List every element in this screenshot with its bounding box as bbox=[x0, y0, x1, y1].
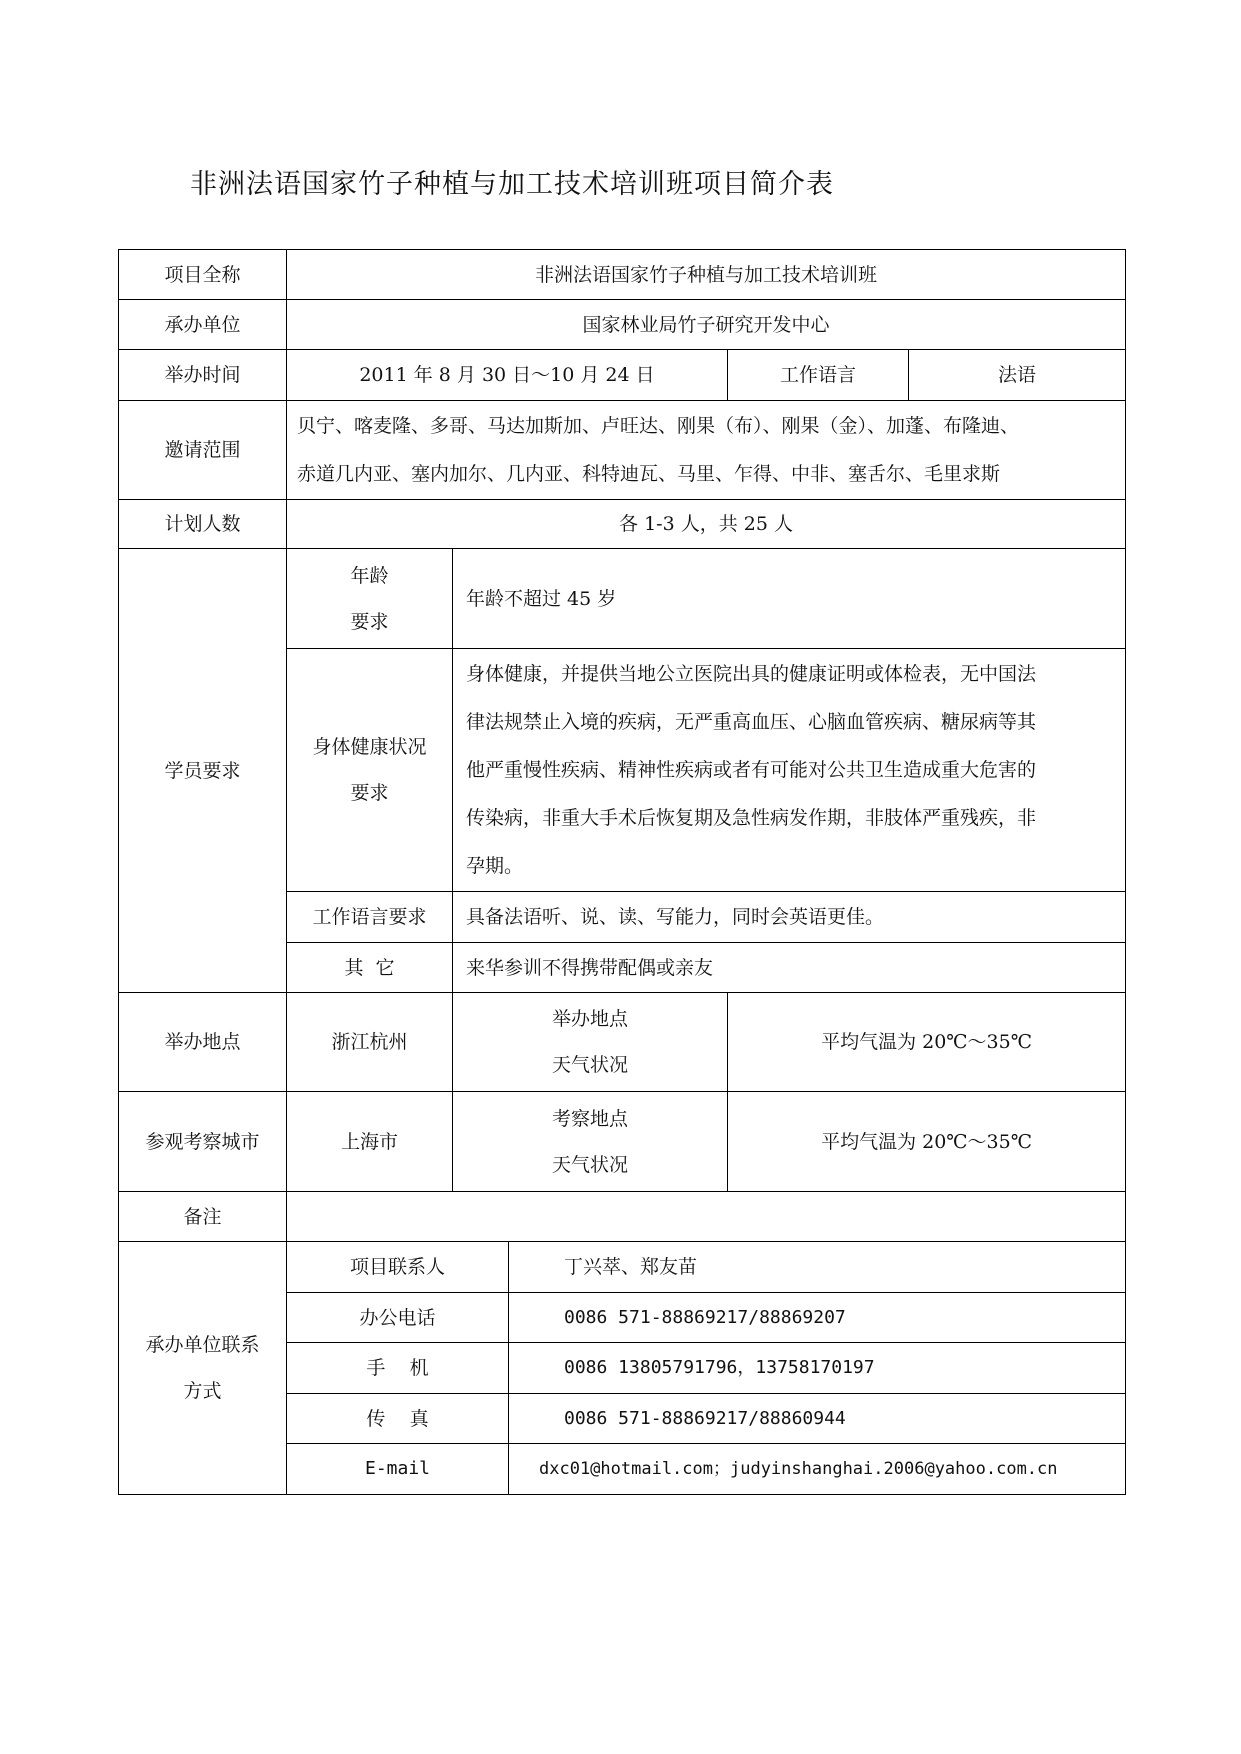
plan-value: 各 1-3 人，共 25 人 bbox=[287, 500, 1126, 549]
time-label: 举办时间 bbox=[119, 350, 287, 401]
project-name-value: 非洲法语国家竹子种植与加工技术培训班 bbox=[287, 250, 1126, 300]
row-age bbox=[119, 549, 1126, 649]
row-contact-person bbox=[119, 1242, 1126, 1293]
row-plan bbox=[119, 500, 1126, 549]
age-label-line-1: 年龄 bbox=[350, 564, 389, 587]
visit-weather-label-line-2: 天气状况 bbox=[551, 1153, 628, 1176]
age-value: 年龄不超过 45 岁 bbox=[453, 549, 1126, 649]
visit-weather-label bbox=[453, 1092, 728, 1192]
visit-city: 上海市 bbox=[287, 1092, 453, 1192]
contact-label-line-2: 方式 bbox=[183, 1380, 222, 1402]
office-phone-value: 0086 571-88869217/88869207 bbox=[509, 1293, 1126, 1343]
plan-label: 计划人数 bbox=[119, 500, 287, 549]
venue-weather-label-line-1: 举办地点 bbox=[551, 1008, 628, 1030]
venue-label: 举办地点 bbox=[119, 993, 287, 1092]
health-label-line-2: 要求 bbox=[350, 782, 389, 804]
remark-label: 备注 bbox=[119, 1192, 287, 1242]
contact-person-label: 项目联系人 bbox=[287, 1242, 509, 1293]
row-visit bbox=[119, 1092, 1126, 1192]
project-info-table bbox=[118, 249, 1126, 1495]
language-req-label: 工作语言要求 bbox=[287, 892, 453, 943]
row-remark bbox=[119, 1192, 1126, 1242]
mobile-value: 0086 13805791796，13758170197 bbox=[509, 1343, 1126, 1394]
other-label: 其 它 bbox=[287, 943, 453, 993]
email-label: E-mail bbox=[287, 1444, 509, 1495]
visit-weather-value: 平均气温为 20℃～35℃ bbox=[728, 1092, 1126, 1192]
contact-label bbox=[119, 1242, 287, 1495]
health-line-4: 传染病，非重大手术后恢复期及急性病发作期，非肢体严重残疾，非 bbox=[466, 807, 1037, 829]
health-line-3: 他严重慢性疾病、精神性疾病或者有可能对公共卫生造成重大危害的 bbox=[466, 759, 1037, 781]
page-title: 非洲法语国家竹子种植与加工技术培训班项目简介表 bbox=[190, 169, 834, 200]
language-label: 工作语言 bbox=[728, 350, 909, 401]
remark-value bbox=[287, 1192, 1126, 1242]
health-line-2: 律法规禁止入境的疾病，无严重高血压、心脑血管疾病、糖尿病等其 bbox=[466, 711, 1037, 733]
venue-weather-label-line-2: 天气状况 bbox=[551, 1054, 628, 1076]
project-name-label: 项目全称 bbox=[119, 250, 287, 300]
visit-weather-label-line-1: 考察地点 bbox=[551, 1107, 628, 1130]
organizer-value: 国家林业局竹子研究开发中心 bbox=[287, 300, 1126, 350]
health-line-1: 身体健康，并提供当地公立医院出具的健康证明或体检表，无中国法 bbox=[466, 663, 1037, 685]
health-label bbox=[287, 649, 453, 892]
mobile-label: 手 机 bbox=[287, 1343, 509, 1394]
other-value: 来华参训不得携带配偶或亲友 bbox=[453, 943, 1126, 993]
invitation-label: 邀请范围 bbox=[119, 401, 287, 500]
language-req-value: 具备法语听、说、读、写能力，同时会英语更佳。 bbox=[453, 892, 1126, 943]
fax-value: 0086 571-88869217/88860944 bbox=[509, 1394, 1126, 1444]
organizer-label: 承办单位 bbox=[119, 300, 287, 350]
health-line-5: 孕期。 bbox=[466, 855, 524, 877]
visit-label: 参观考察城市 bbox=[119, 1092, 287, 1192]
row-project-name bbox=[119, 250, 1126, 300]
venue-weather-value: 平均气温为 20℃～35℃ bbox=[728, 993, 1126, 1092]
contact-person-value: 丁兴萃、郑友苗 bbox=[509, 1242, 1126, 1293]
office-phone-label: 办公电话 bbox=[287, 1293, 509, 1343]
language-value: 法语 bbox=[909, 350, 1126, 401]
time-value: 2011 年 8 月 30 日～10 月 24 日 bbox=[287, 350, 728, 401]
row-venue bbox=[119, 993, 1126, 1092]
health-label-line-1: 身体健康状况 bbox=[312, 736, 427, 758]
health-value bbox=[453, 649, 1126, 892]
fax-label: 传 真 bbox=[287, 1394, 509, 1444]
invitation-line-1: 贝宁、喀麦隆、多哥、马达加斯加、卢旺达、刚果（布）、刚果（金）、加蓬、布隆迪、 bbox=[297, 415, 1020, 437]
age-label-line-2: 要求 bbox=[350, 610, 389, 633]
age-label bbox=[287, 549, 453, 649]
row-time bbox=[119, 350, 1126, 401]
contact-label-line-1: 承办单位联系 bbox=[145, 1334, 260, 1356]
email-value: dxc01@hotmail.com；judyinshanghai.2006@yahoo.com.cn bbox=[509, 1444, 1126, 1495]
row-organizer bbox=[119, 300, 1126, 350]
venue-city: 浙江杭州 bbox=[287, 993, 453, 1092]
student-req-label: 学员要求 bbox=[119, 549, 287, 993]
row-invitation bbox=[119, 401, 1126, 500]
invitation-line-2: 赤道几内亚、塞内加尔、几内亚、科特迪瓦、马里、乍得、中非、塞舌尔、毛里求斯 bbox=[297, 463, 1001, 485]
invitation-value bbox=[287, 401, 1126, 500]
venue-weather-label bbox=[453, 993, 728, 1092]
